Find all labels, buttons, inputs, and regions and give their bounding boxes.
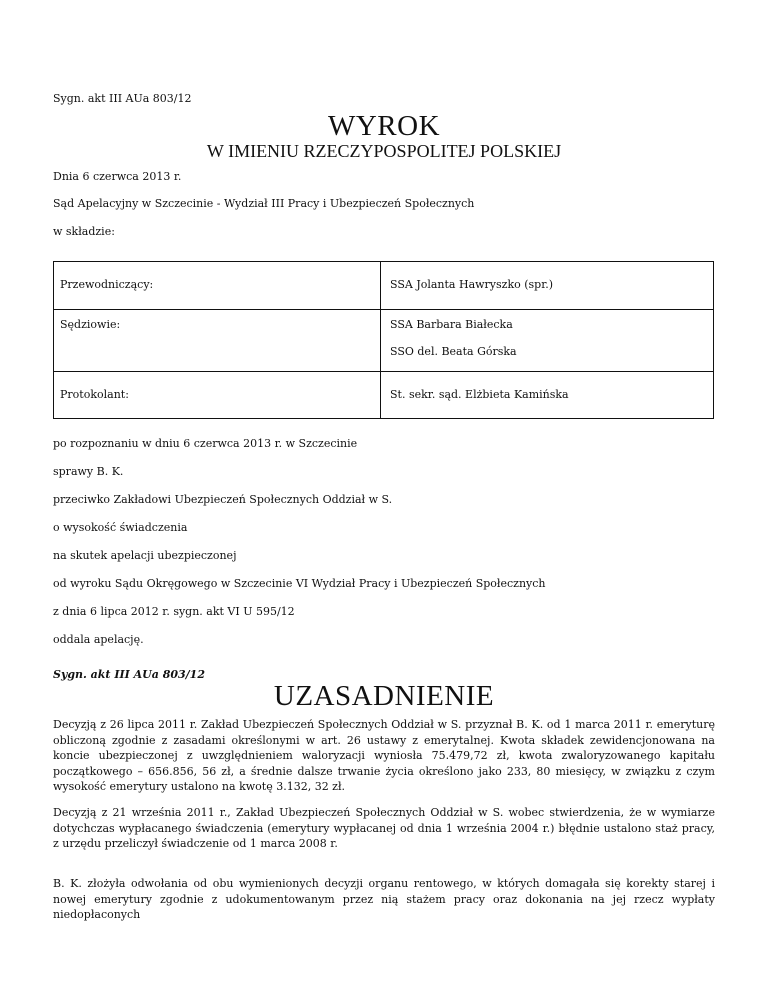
ruling-line: na skutek apelacji ubezpieczonej [53,549,237,562]
ruling-line: z dnia 6 lipca 2012 r. sygn. akt VI U 595/12 [53,605,295,618]
panel-cell-value [380,310,713,371]
case-reference: Sygn. akt III AUa 803/12 [53,92,192,105]
ruling-line: sprawy B. K. [53,465,124,478]
panel-cell-value [380,372,713,418]
justification-paragraph: Decyzją z 26 lipca 2011 r. Zakład Ubezpieczeń Społecznych Oddział w S. przyznał B. K. od 1 marca 2011 r. emeryturę obliczoną zgodnie z zasadami określonymi w art. 26 ustawy z emerytalnej. Kwota składek zewidencjonowana na koncie ubezpieczonej z uwzględnieniem waloryzacji wyniosła 75.479,72 zł, kwota zwaloryzowanego kapitału początkowego – 656.856, 56 zł, a średnie dalsze trwanie życia określono jako 233, 80 miesięcy, w związku z czym wysokość emerytury ustalono na kwotę 3.132, 32 zł. [53,718,715,793]
panel-cell-label [54,372,381,418]
composition-label: w składzie: [53,225,115,238]
panel-row-chair [53,261,714,310]
judges-label: Sędziowie: [60,318,121,331]
panel-cell-label [54,310,381,371]
ruling-decision: oddala apelację. [53,633,144,646]
judgment-subtitle: W IMIENIU RZECZYPOSPOLITEJ POLSKIEJ [206,141,562,161]
panel-row-clerk [53,371,714,419]
judgment-date: Dnia 6 czerwca 2013 r. [53,170,182,183]
panel-cell-value [380,262,713,309]
ruling-line: przeciwko Zakładowi Ubezpieczeń Społecznych Oddział w S. [53,493,393,506]
court-name: Sąd Apelacyjny w Szczecinie - Wydział III Pracy i Ubezpieczeń Społecznych [53,197,475,210]
chair-value: SSA Jolanta Hawryszko (spr.) [390,278,554,291]
justification-title: UZASADNIENIE [273,680,495,712]
ruling-line: od wyroku Sądu Okręgowego w Szczecinie VI Wydział Pracy i Ubezpieczeń Społecznych [53,577,546,590]
ruling-line: o wysokość świadczenia [53,521,188,534]
justification-case-reference: Sygn. akt III AUa 803/12 [53,668,205,681]
judgment-title: WYROK [327,110,441,142]
judge-2: SSO del. Beata Górska [390,345,517,358]
justification-paragraph: B. K. złożyła odwołania od obu wymienionych decyzji organu rentowego, w których domagała się korekty starej i nowej emerytury zgodnie z udokumentowanym przez nią stażem pracy oraz dokonania na jej rzecz wypłaty niedopłaconych [53,877,715,921]
panel-cell-label [54,262,381,309]
justification-paragraph: Decyzją z 21 września 2011 r., Zakład Ubezpieczeń Społecznych Oddział w S. wobec stwierdzenia, że w wymiarze dotychczas wypłacanego świadczenia (emerytury wypłacanej od dnia 1 września 2004 r.) błędnie ustalono staż pracy, z urzędu przeliczył świadczenie od 1 marca 2008 r. [53,806,715,850]
clerk-label: Protokolant: [60,388,129,401]
clerk-value: St. sekr. sąd. Elżbieta Kamińska [390,388,569,401]
judge-1: SSA Barbara Białecka [390,318,513,331]
ruling-line: po rozpoznaniu w dniu 6 czerwca 2013 r. w Szczecinie [53,437,358,450]
chair-label: Przewodniczący: [60,278,154,291]
panel-row-judges [53,309,714,372]
